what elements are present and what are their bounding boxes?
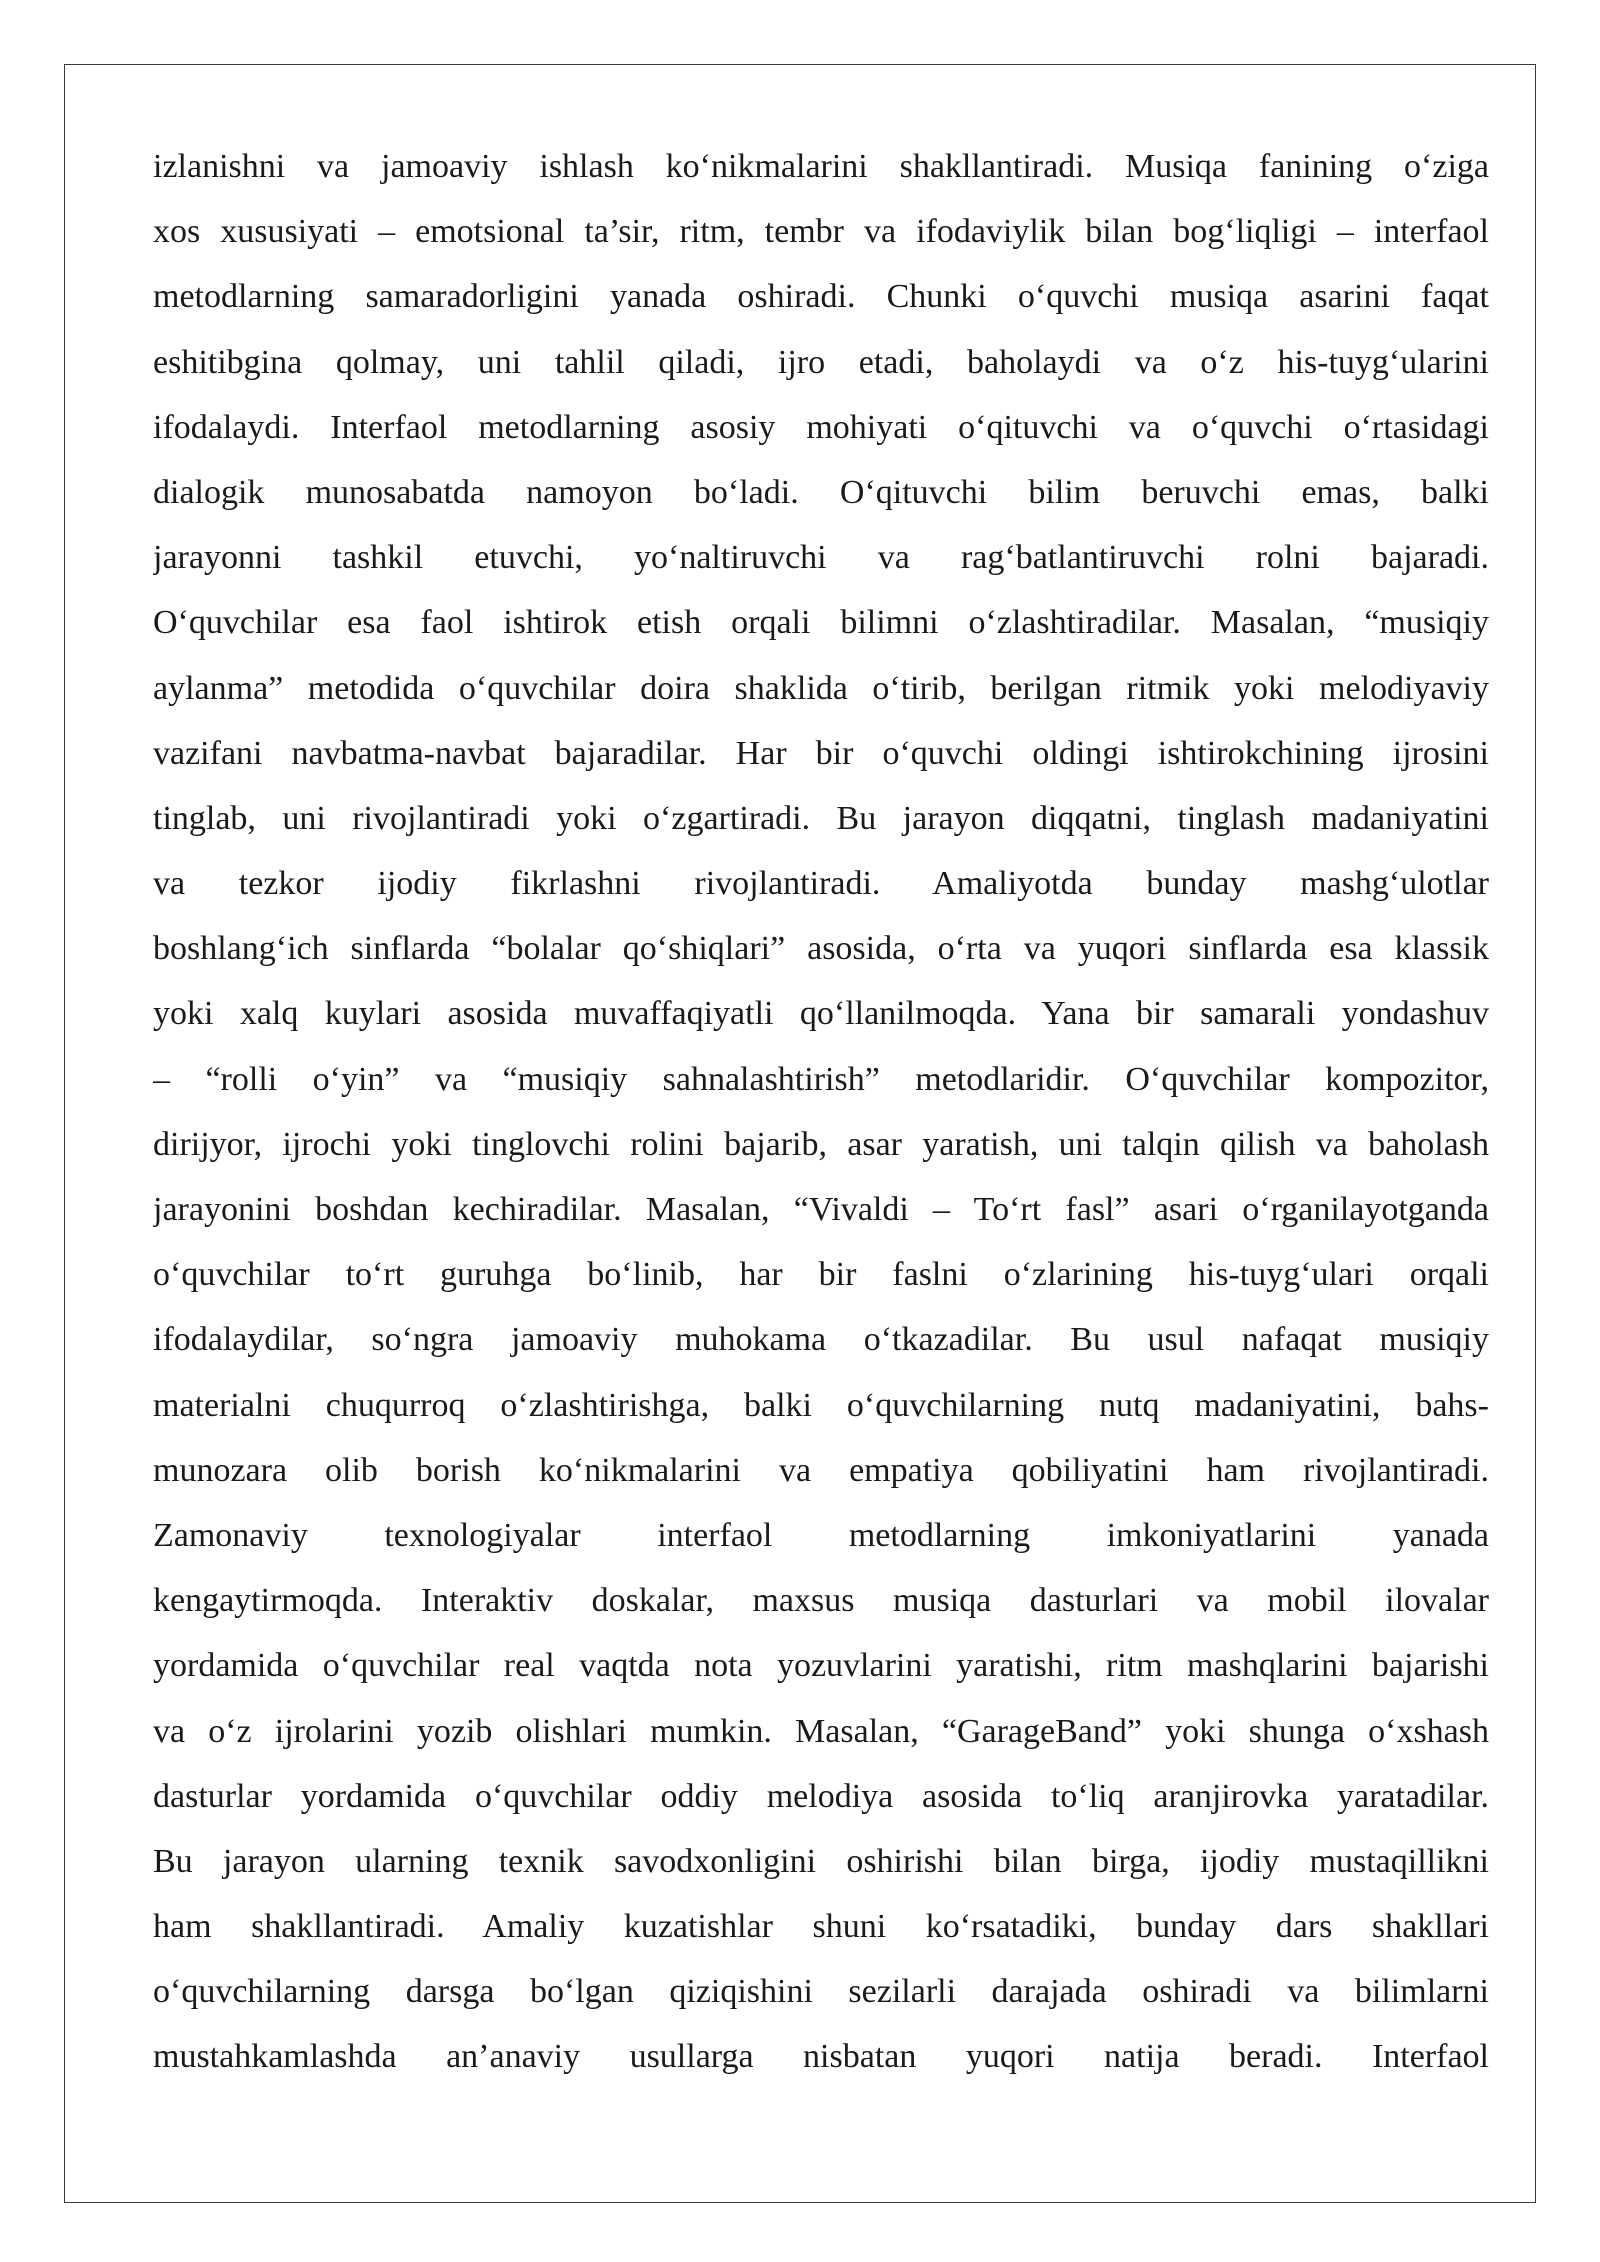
text-line: mustahkamlashda an’anaviy usullarga nisbatan yuqori natija beradi. Interfaol: [153, 2040, 1489, 2076]
text-line: oʻquvchilar toʻrt guruhga boʻlinib, har bir faslni oʻzlarining his-tuygʻulari orqali: [153, 1258, 1489, 1294]
text-line: boshlangʻich sinflarda “bolalar qoʻshiqlari” asosida, oʻrta va yuqori sinflarda esa klassik: [153, 932, 1489, 968]
text-line: va oʻz ijrolarini yozib olishlari mumkin. Masalan, “GarageBand” yoki shunga oʻxshash: [153, 1714, 1489, 1750]
text-line: jarayonini boshdan kechiradilar. Masalan, “Vivaldi – Toʻrt fasl” asari oʻrganilayotganda: [153, 1193, 1489, 1228]
text-line: yoki xalq kuylari asosida muvaffaqiyatli qoʻllanilmoqda. Yana bir samarali yondashuv: [153, 997, 1489, 1033]
text-line: oʻquvchilarning darsga boʻlgan qiziqishini sezilarli darajada oshiradi va bilimlarni: [153, 1975, 1489, 2011]
text-line: vazifani navbatma-navbat bajaradilar. Har bir oʻquvchi oldingi ishtirokchining ijrosini: [153, 736, 1489, 772]
text-line: Oʻquvchilar esa faol ishtirok etish orqali bilimni oʻzlashtiradilar. Masalan, “musiqiy: [153, 606, 1489, 642]
text-line: jarayonni tashkil etuvchi, yoʻnaltiruvchi va ragʻbatlantiruvchi rolni bajaradi.: [153, 541, 1489, 577]
text-line: munozara olib borish koʻnikmalarini va empatiya qobiliyatini ham rivojlantiradi.: [153, 1453, 1489, 1489]
text-line: – “rolli oʻyin” va “musiqiy sahnalashtirish” metodlaridir. Oʻquvchilar kompozitor,: [153, 1062, 1489, 1098]
text-line: eshitibgina qolmay, uni tahlil qiladi, ijro etadi, baholaydi va oʻz his-tuygʻularini: [153, 345, 1489, 381]
text-line: aylanma” metodida oʻquvchilar doira shaklida oʻtirib, berilgan ritmik yoki melodiyaviy: [153, 671, 1489, 707]
text-line: izlanishni va jamoaviy ishlash koʻnikmalarini shakllantiradi. Musiqa fanining oʻziga: [153, 150, 1489, 185]
text-line: metodlarning samaradorligini yanada oshiradi. Chunki oʻquvchi musiqa asarini faqat: [153, 280, 1489, 316]
text-line: Zamonaviy texnologiyalar interfaol metodlarning imkoniyatlarini yanada: [153, 1518, 1489, 1554]
text-line: Bu jarayon ularning texnik savodxonligini oshirishi bilan birga, ijodiy mustaqillikni: [153, 1844, 1489, 1880]
text-line: ham shakllantiradi. Amaliy kuzatishlar shuni koʻrsatadiki, bunday dars shakllari: [153, 1910, 1489, 1946]
text-line: ifodalaydilar, soʻngra jamoaviy muhokama oʻtkazadilar. Bu usul nafaqat musiqiy: [153, 1323, 1489, 1359]
text-line: materialni chuqurroq oʻzlashtirishga, balki oʻquvchilarning nutq madaniyatini, bahs-: [153, 1388, 1489, 1424]
body-text: [153, 150, 1489, 2106]
text-line: dasturlar yordamida oʻquvchilar oddiy melodiya asosida toʻliq aranjirovka yaratadilar.: [153, 1779, 1489, 1815]
text-line: ifodalaydi. Interfaol metodlarning asosiy mohiyati oʻqituvchi va oʻquvchi oʻrtasidagi: [153, 410, 1489, 446]
text-line: va tezkor ijodiy fikrlashni rivojlantiradi. Amaliyotda bunday mashgʻulotlar: [153, 867, 1489, 903]
text-line: kengaytirmoqda. Interaktiv doskalar, maxsus musiqa dasturlari va mobil ilovalar: [153, 1584, 1489, 1620]
text-line: dialogik munosabatda namoyon boʻladi. Oʻqituvchi bilim beruvchi emas, balki: [153, 475, 1489, 511]
text-line: dirijyor, ijrochi yoki tinglovchi rolini bajarib, asar yaratish, uni talqin qilish va baholash: [153, 1127, 1489, 1163]
text-line: tinglab, uni rivojlantiradi yoki oʻzgartiradi. Bu jarayon diqqatni, tinglash madaniyatini: [153, 801, 1489, 837]
text-line: yordamida oʻquvchilar real vaqtda nota yozuvlarini yaratishi, ritm mashqlarini bajarishi: [153, 1649, 1489, 1685]
text-line: xos xususiyati – emotsional ta’sir, ritm, tembr va ifodaviylik bilan bogʻliqligi – interfaol: [153, 215, 1489, 251]
